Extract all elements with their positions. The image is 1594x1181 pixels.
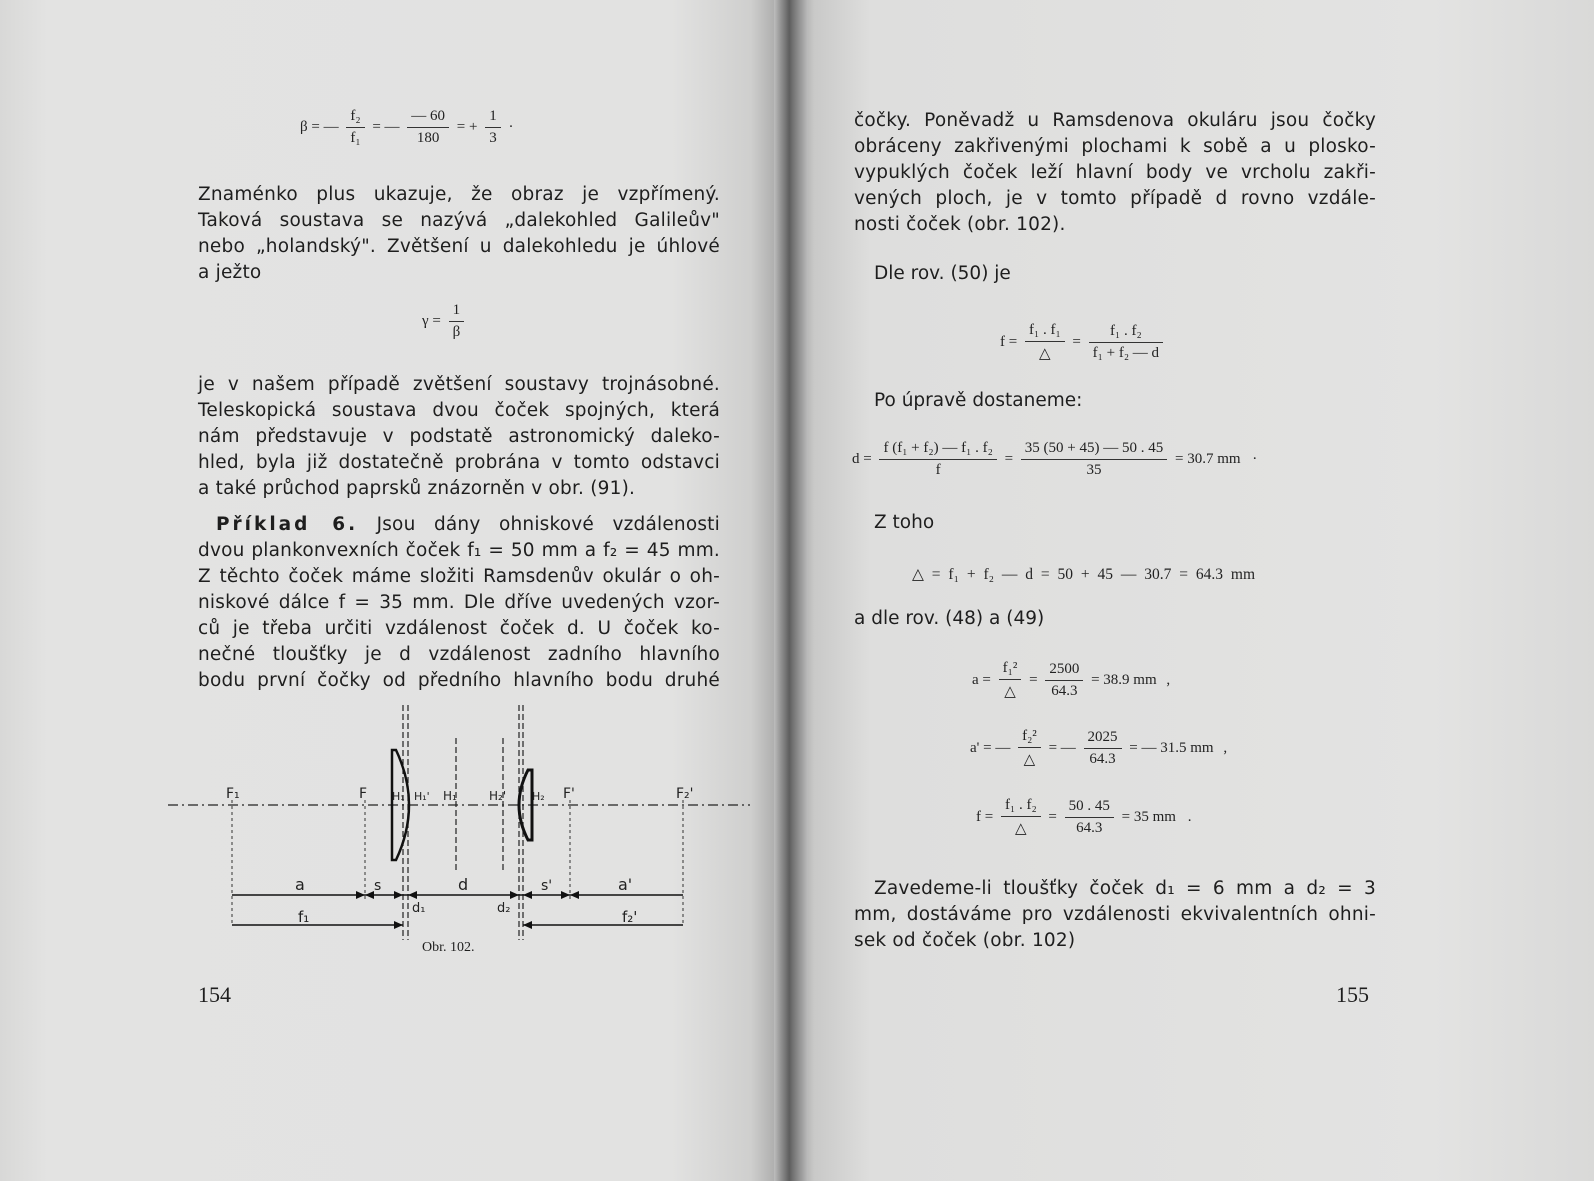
text-po-uprave: Po úpravě dostaneme: bbox=[874, 390, 1083, 411]
equation-delta: △ = f₁ + f₂ — d = 50 + 45 — 30.7 = 64.3 mm bbox=[912, 566, 1255, 583]
text-dle-rov: Dle rov. (50) je bbox=[874, 263, 1011, 284]
example-label: Příklad 6. bbox=[216, 514, 359, 535]
equation-a: a = $\frac{\text{f₁²}}{\triangle}$ = $\frac{2500}{64.3}$ = 38.9 mm , bbox=[972, 660, 1171, 700]
dim-d: d bbox=[458, 875, 469, 894]
page-number-left: 154 bbox=[198, 982, 231, 1007]
equation-gamma: γ = $\frac{1}{\beta}$ bbox=[422, 302, 468, 341]
label-F: F bbox=[359, 786, 368, 802]
label-F1: F₁ bbox=[226, 786, 240, 802]
arrow-sp-start bbox=[523, 891, 532, 899]
dim-sp: s' bbox=[541, 878, 553, 894]
arrow-ap-start bbox=[570, 891, 579, 899]
page-number-right: 155 bbox=[1336, 982, 1369, 1007]
paragraph-2: je v našem případě zvětšení soustavy trojnásobné. Teleskopická soustava dvou čoček spojných, která nám představuje v podstatě astronomický daleko- hled, byla již dostatečně probrána v tomto odstavci a také průchod paprsků znázorněn v obr. (91). bbox=[198, 374, 720, 499]
arrow-s-start bbox=[365, 891, 374, 899]
text-a-dle-rov: a dle rov. (48) a (49) bbox=[854, 608, 1045, 629]
dim-ap: a' bbox=[618, 875, 633, 894]
right-page bbox=[790, 0, 1594, 1181]
left-page bbox=[0, 0, 790, 1181]
label-F2p: F₂' bbox=[676, 786, 694, 802]
book-gutter bbox=[774, 0, 808, 1181]
arrow-f2p-start bbox=[523, 921, 532, 929]
arrow-d-end bbox=[510, 891, 519, 899]
dim-d1: d₁ bbox=[412, 901, 426, 916]
text-z-toho: Z toho bbox=[874, 512, 935, 533]
arrow-f1-end bbox=[394, 921, 403, 929]
arrow-sp-end bbox=[561, 891, 570, 899]
label-H2: H₂ bbox=[532, 790, 545, 803]
dim-a: a bbox=[295, 875, 305, 894]
label-H1b: H₁ bbox=[443, 789, 457, 803]
label-H1p: H₁' bbox=[414, 790, 430, 803]
paragraph-r1: čočky. Poněvadž u Ramsdenova okuláru jsou čočky obráceny zakřivenými plochami k sobě a u plosko- vypuklých čoček leží hlavní body ve vrcholu zakři- vených ploch, je v tomto případě d rovno vzdále- nosti čoček (obr. 102). bbox=[854, 110, 1376, 235]
label-Fp: F' bbox=[563, 786, 575, 802]
figure-102-ramsden-eyepiece bbox=[160, 700, 760, 945]
arrow-d-start bbox=[408, 891, 417, 899]
paragraph-1: Znaménko plus ukazuje, že obraz je vzpřímený. Taková soustava se nazývá „dalekohled Galileův" nebo „holandský". Zvětšení u dalekohledu je úhlové a ježto bbox=[198, 184, 720, 283]
dim-f1: f₁ bbox=[298, 908, 310, 926]
paragraph-example: Příklad 6. Jsou dány ohniskové vzdálenosti dvou plankonvexních čoček f₁ = 50 mm a f₂ = 45 mm. Z těchto čoček máme složiti Ramsdenův okulár o oh- niskové dálce f = 35 mm. Dle dříve uvedených vzor- ců je třeba určiti vzdálenost čoček d. U čoček ko- nečné tloušťky je d vzdálenost zadního hlavního bodu první čočky od předního hlavního bodu druhé bbox=[198, 514, 720, 691]
equation-d: d = $\frac{\text{f (f₁ + f₂) — f₁ . f₂}}{f}$ = $\frac{35 (50 + 45) — 50 . 45}{35}$ = 30.7 mm · bbox=[852, 440, 1258, 478]
arrow-a-end bbox=[356, 891, 365, 899]
dim-f2p: f₂' bbox=[622, 908, 638, 926]
equation-f: f = $\frac{\text{f₁ . f₁}}{\triangle}$ = $\frac{\text{f₁ . f₂}}{\text{f₁ + f₂ — d}}$ bbox=[1000, 322, 1167, 363]
figure-caption: Obr. 102. bbox=[422, 940, 475, 955]
equation-f-result: f = $\frac{\text{f₁ . f₂}}{\triangle}$ = $\frac{50 . 45}{64.3}$ = 35 mm . bbox=[976, 797, 1192, 837]
label-H1: H₁ bbox=[392, 790, 405, 803]
equation-beta: β = — $\frac{\text{f₂}}{\text{f₁}}$ = — $\frac{— 60}{180}$ = + $\frac{1}{3}$ · bbox=[300, 108, 514, 146]
dim-s: s bbox=[374, 878, 382, 894]
label-H2p: H₂' bbox=[489, 789, 507, 803]
dim-d2: d₂ bbox=[497, 901, 511, 916]
arrow-s-end bbox=[394, 891, 403, 899]
equation-a-prime: a' = — $\frac{\text{f₂²}}{\triangle}$ = — $\frac{2025}{64.3}$ = — 31.5 mm , bbox=[970, 728, 1228, 768]
paragraph-r2: Zavedeme-li tloušťky čoček d₁ = 6 mm a d₂ = 3 mm, dostáváme pro vzdálenosti ekvivalentních ohni- sek od čoček (obr. 102) bbox=[854, 878, 1376, 951]
